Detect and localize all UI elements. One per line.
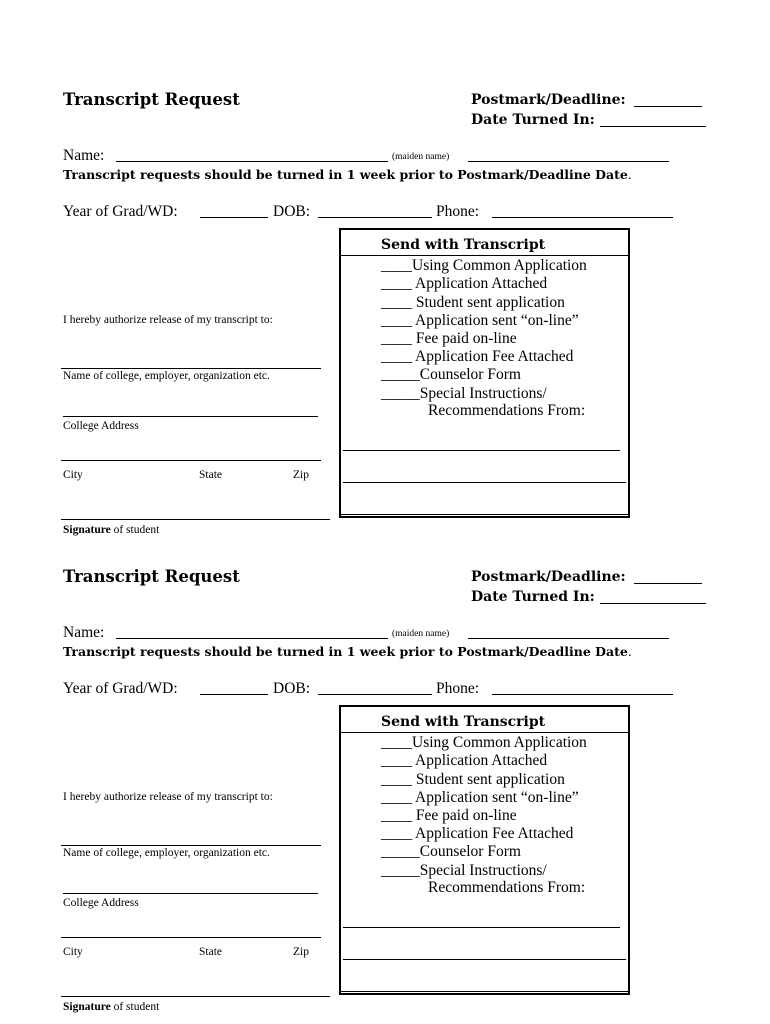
deadline-notice [63, 644, 632, 659]
zip-label: Zip [293, 469, 309, 481]
recommendations-line-1[interactable] [343, 450, 620, 451]
date-turned-in-field[interactable] [600, 603, 706, 604]
authorize-release-text: I hereby authorize release of my transcript to: [63, 314, 273, 326]
deadline-notice [63, 167, 632, 182]
form-title: Transcript Request [63, 567, 240, 586]
signature-label-bold: Signature [63, 1001, 111, 1013]
college-name-field[interactable] [61, 368, 321, 369]
phone-label: Phone: [436, 680, 480, 697]
zip-label: Zip [293, 946, 309, 958]
signature-label-rest: of student [110, 524, 160, 536]
send-with-transcript-title: Send with Transcript [381, 714, 546, 730]
option-counselor-form[interactable]: _____Counselor Form [381, 843, 521, 860]
option-recommendations-from: Recommendations From: [428, 402, 586, 419]
year-of-grad-field[interactable] [200, 217, 268, 218]
college-name-field[interactable] [61, 845, 321, 846]
name-label: Name: [63, 624, 105, 641]
option-special-instructions[interactable]: _____Special Instructions/ [381, 385, 547, 402]
date-turned-in-field[interactable] [600, 126, 706, 127]
phone-field[interactable] [492, 694, 673, 695]
option-application-sent-online[interactable]: ____ Application sent “on-line” [381, 789, 579, 806]
maiden-name-field[interactable] [468, 161, 669, 162]
signature-field[interactable] [61, 996, 330, 997]
deadline-notice-text: Transcript requests should be turned in 1 week prior to Postmark/Deadline Date [63, 167, 628, 182]
name-field[interactable] [116, 638, 388, 639]
postmark-deadline-field[interactable] [634, 106, 702, 107]
signature-label-bold: Signature [63, 524, 111, 536]
maiden-name-label: (maiden name) [392, 629, 450, 639]
option-application-attached[interactable]: ____ Application Attached [381, 752, 548, 769]
authorize-release-text: I hereby authorize release of my transcript to: [63, 791, 273, 803]
send-with-transcript-box [339, 705, 630, 995]
box-title-divider [341, 732, 628, 733]
maiden-name-label: (maiden name) [392, 152, 450, 162]
college-address-field[interactable] [63, 416, 318, 417]
phone-label: Phone: [436, 203, 480, 220]
city-label: City [63, 946, 83, 958]
dob-label: DOB: [273, 680, 311, 697]
box-bottom-rule [339, 991, 630, 992]
signature-label-rest: of student [110, 1001, 160, 1013]
option-counselor-form[interactable]: _____Counselor Form [381, 366, 521, 383]
state-label: State [199, 469, 222, 481]
signature-label [63, 1001, 159, 1013]
deadline-notice-period: . [627, 644, 632, 659]
option-application-fee-attached[interactable]: ____ Application Fee Attached [381, 825, 574, 842]
college-name-label: Name of college, employer, organization etc. [63, 370, 270, 382]
year-of-grad-label: Year of Grad/WD: [63, 203, 178, 220]
option-application-attached[interactable]: ____ Application Attached [381, 275, 548, 292]
deadline-notice-period: . [627, 167, 632, 182]
option-common-application[interactable]: ____Using Common Application [381, 734, 587, 751]
deadline-notice-text: Transcript requests should be turned in 1 week prior to Postmark/Deadline Date [63, 644, 628, 659]
date-turned-in-label: Date Turned In: [471, 112, 595, 128]
city-state-zip-field[interactable] [61, 460, 321, 461]
recommendations-line-2[interactable] [343, 959, 626, 960]
year-of-grad-field[interactable] [200, 694, 268, 695]
option-fee-paid-online[interactable]: ____ Fee paid on-line [381, 330, 517, 347]
maiden-name-field[interactable] [468, 638, 669, 639]
option-application-fee-attached[interactable]: ____ Application Fee Attached [381, 348, 574, 365]
postmark-deadline-label: Postmark/Deadline: [471, 92, 626, 108]
transcript-request-form-2 [0, 477, 770, 1013]
option-common-application[interactable]: ____Using Common Application [381, 257, 587, 274]
college-name-label: Name of college, employer, organization etc. [63, 847, 270, 859]
college-address-label: College Address [63, 420, 139, 432]
phone-field[interactable] [492, 217, 673, 218]
option-fee-paid-online[interactable]: ____ Fee paid on-line [381, 807, 517, 824]
dob-label: DOB: [273, 203, 311, 220]
year-of-grad-label: Year of Grad/WD: [63, 680, 178, 697]
dob-field[interactable] [318, 694, 432, 695]
send-with-transcript-box [339, 228, 630, 518]
option-special-instructions[interactable]: _____Special Instructions/ [381, 862, 547, 879]
recommendations-line-1[interactable] [343, 927, 620, 928]
option-student-sent-application[interactable]: ____ Student sent application [381, 294, 565, 311]
name-field[interactable] [116, 161, 388, 162]
option-application-sent-online[interactable]: ____ Application sent “on-line” [381, 312, 579, 329]
form-title: Transcript Request [63, 90, 240, 109]
postmark-deadline-label: Postmark/Deadline: [471, 569, 626, 585]
postmark-deadline-field[interactable] [634, 583, 702, 584]
box-title-divider [341, 255, 628, 256]
city-state-zip-field[interactable] [61, 937, 321, 938]
college-address-field[interactable] [63, 893, 318, 894]
college-address-label: College Address [63, 897, 139, 909]
option-recommendations-from: Recommendations From: [428, 879, 586, 896]
send-with-transcript-title: Send with Transcript [381, 237, 546, 253]
name-label: Name: [63, 147, 105, 164]
city-label: City [63, 469, 83, 481]
date-turned-in-label: Date Turned In: [471, 589, 595, 605]
state-label: State [199, 946, 222, 958]
dob-field[interactable] [318, 217, 432, 218]
option-student-sent-application[interactable]: ____ Student sent application [381, 771, 565, 788]
